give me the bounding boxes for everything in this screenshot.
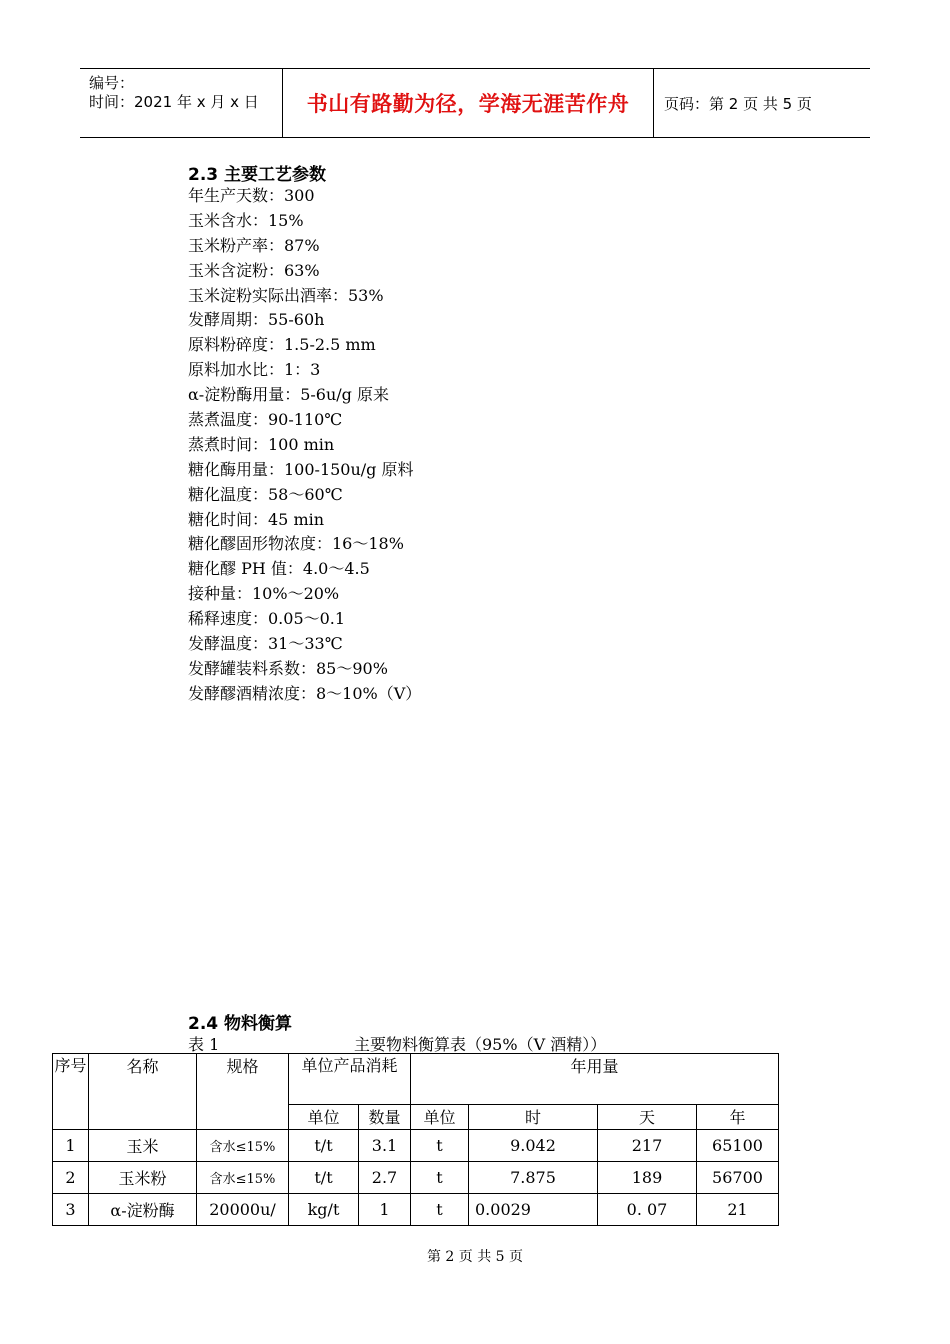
header-unit: 单位: [289, 1105, 359, 1130]
table-row: [53, 1130, 779, 1162]
cell-name: α-淀粉酶: [89, 1194, 197, 1226]
document-time-label: 时间：2021 年 x 月 x 日: [89, 93, 259, 111]
cell-year: 56700: [697, 1162, 779, 1194]
cell-unit: t/t: [289, 1130, 359, 1162]
param-item: 蒸煮时间：100 min: [188, 434, 335, 454]
header-motto: 书山有路勤为径，学海无涯苦作舟: [283, 69, 654, 137]
cell-hour: 7.875: [469, 1162, 598, 1194]
cell-unit: t/t: [289, 1162, 359, 1194]
header-annual-unit: 单位: [411, 1105, 469, 1130]
param-item: 稀释速度：0.05～0.1: [188, 609, 346, 629]
param-item: 年生产天数：300: [188, 186, 315, 205]
cell-name: 玉米: [89, 1130, 197, 1162]
header-day: 天: [598, 1105, 697, 1130]
param-item: α-淀粉酶用量：5-6u/g 原来: [188, 385, 390, 405]
param-item: 玉米含淀粉：63%: [188, 260, 320, 280]
header-annual: 年用量: [411, 1054, 779, 1105]
cell-annual-unit: t: [411, 1162, 469, 1194]
cell-annual-unit: t: [411, 1194, 469, 1226]
header-qty: 数量: [359, 1105, 411, 1130]
cell-hour: 9.042: [469, 1130, 598, 1162]
cell-day: 0. 07: [598, 1194, 697, 1226]
param-item: 原料粉碎度：1.5-2.5 mm: [188, 335, 376, 355]
material-balance-table: [52, 1053, 779, 1226]
param-item: 玉米含水：15%: [188, 210, 304, 230]
param-item: 蒸煮温度：90-110℃: [188, 410, 343, 430]
section-title-params: 2.3 主要工艺参数: [188, 165, 327, 185]
param-item: 发酵罐装料系数：85～90%: [188, 658, 388, 678]
param-item: 糖化醪 PH 值：4.0～4.5: [188, 559, 370, 579]
param-item: 糖化醪固形物浓度：16～18%: [188, 534, 404, 554]
param-item: 玉米粉产率：87%: [188, 235, 320, 255]
table-row: [53, 1194, 779, 1226]
param-item: 原料加水比：1：3: [188, 360, 321, 380]
cell-seq: 3: [53, 1194, 89, 1226]
param-item: 发酵周期：55-60h: [188, 310, 325, 330]
cell-year: 21: [697, 1194, 779, 1226]
param-item: 糖化温度：58～60℃: [188, 484, 343, 504]
params-list: [188, 184, 421, 707]
header-year: 年: [697, 1105, 779, 1130]
section-title-balance: 2.4 物料衡算: [188, 1014, 293, 1034]
header-page-label: 页码：第 2 页 共 5 页: [664, 94, 812, 113]
param-item: 发酵温度：31～33℃: [188, 634, 343, 654]
header-name: 名称: [89, 1054, 197, 1130]
page-header: [80, 68, 870, 138]
header-spec: 规格: [197, 1054, 289, 1130]
cell-day: 217: [598, 1130, 697, 1162]
cell-year: 65100: [697, 1130, 779, 1162]
param-item: 糖化时间：45 min: [188, 509, 325, 529]
header-unit-consumption: 单位产品消耗: [289, 1054, 411, 1105]
param-item: 发酵醪酒精浓度：8～10%（V）: [188, 683, 422, 703]
cell-day: 189: [598, 1162, 697, 1194]
cell-hour: 0.0029: [469, 1194, 598, 1226]
cell-name: 玉米粉: [89, 1162, 197, 1194]
param-item: 糖化酶用量：100-150u/g 原料: [188, 459, 414, 479]
cell-seq: 2: [53, 1162, 89, 1194]
table-caption: 主要物料衡算表（95%（V 酒精））: [354, 1035, 607, 1054]
cell-spec: 含水≤15%: [197, 1162, 289, 1194]
cell-qty: 2.7: [359, 1162, 411, 1194]
cell-qty: 1: [359, 1194, 411, 1226]
cell-unit: kg/t: [289, 1194, 359, 1226]
param-item: 玉米淀粉实际出酒率：53%: [188, 285, 384, 305]
header-seq: 序号: [53, 1054, 89, 1130]
cell-annual-unit: t: [411, 1130, 469, 1162]
cell-qty: 3.1: [359, 1130, 411, 1162]
header-meta: [80, 69, 283, 137]
param-item: 接种量：10%～20%: [188, 584, 340, 604]
table-row: [53, 1162, 779, 1194]
cell-seq: 1: [53, 1130, 89, 1162]
table-label: 表 1: [188, 1035, 220, 1054]
document-number-label: 编号：: [89, 74, 135, 92]
cell-spec: 20000u/: [197, 1194, 289, 1226]
page-footer: 第 2 页 共 5 页: [426, 1249, 524, 1265]
header-hour: 时: [469, 1105, 598, 1130]
cell-spec: 含水≤15%: [197, 1130, 289, 1162]
